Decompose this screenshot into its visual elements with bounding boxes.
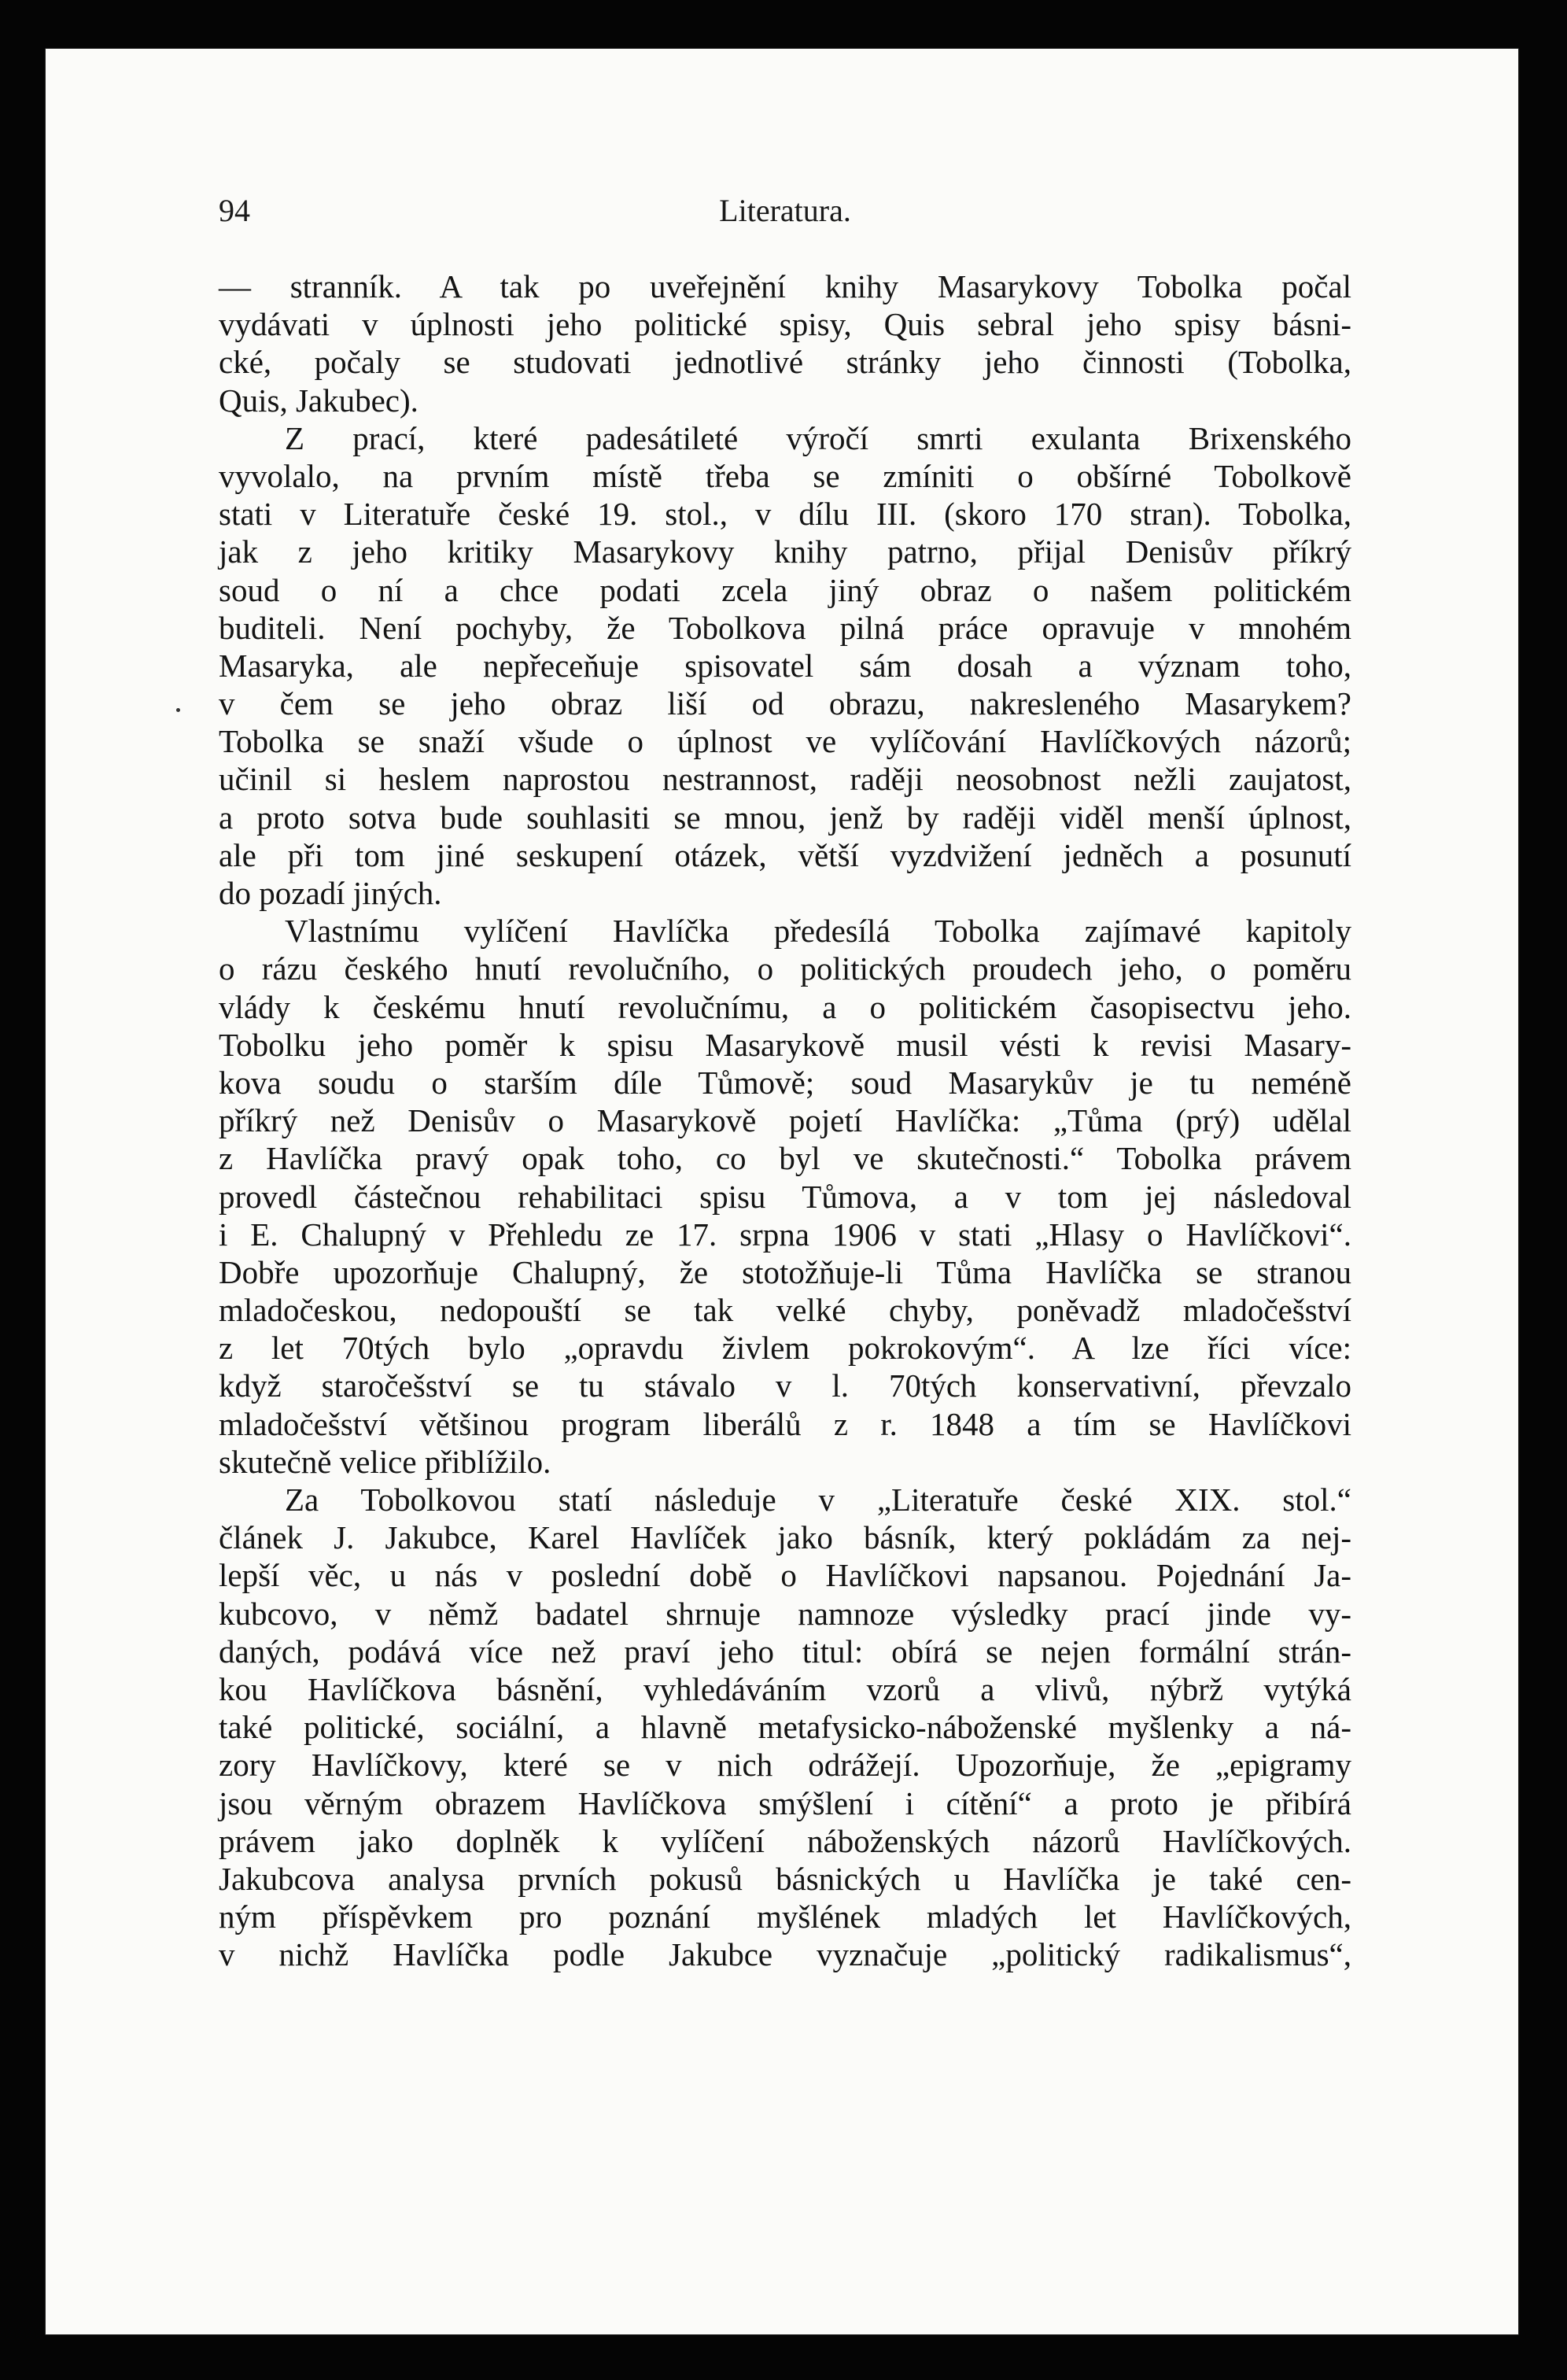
text-line: také politické, sociální, a hlavně metafysicko-náboženské myšlenky a ná-	[219, 1709, 1351, 1746]
text-line: mladočeskou, nedopouští se tak velké chyby, poněvadž mladočešství	[219, 1292, 1351, 1329]
text-line: vydávati v úplnosti jeho politické spisy, Quis sebral jeho spisy básni-	[219, 306, 1351, 343]
text-line: Jakubcova analysa prvních pokusů básnických u Havlíčka je také cen-	[219, 1860, 1351, 1897]
text-line: v čem se jeho obraz liší od obrazu, nakresleného Masarykem?	[219, 685, 1351, 722]
text-line: skutečně velice přiblížilo.	[219, 1443, 551, 1480]
text-line: i E. Chalupný v Přehledu ze 17. srpna 1906 v stati „Hlasy o Havlíčkovi“.	[219, 1216, 1351, 1253]
text-line: o rázu českého hnutí revolučního, o politických proudech jeho, o poměru	[219, 950, 1351, 987]
text-line: Vlastnímu vylíčení Havlíčka předesílá Tobolka zajímavé kapitoly	[285, 913, 1351, 950]
text-line: provedl částečnou rehabilitaci spisu Tůmova, a v tom jej následoval	[219, 1178, 1351, 1215]
text-line: soud o ní a chce podati zcela jiný obraz o našem politickém	[219, 571, 1351, 608]
text-line: v nichž Havlíčka podle Jakubce vyznačuje „politický radikalismus“,	[219, 1936, 1351, 1973]
text-line: do pozadí jiných.	[219, 875, 442, 911]
text-line: lepší věc, u nás v poslední době o Havlíčkovi napsanou. Pojednání Ja-	[219, 1557, 1351, 1594]
text-line: cké, počaly se studovati jednotlivé stránky jeho činnosti (Tobolka,	[219, 344, 1351, 381]
text-line: kubcovo, v němž badatel shrnuje namnoze výsledky prací jinde vy-	[219, 1595, 1351, 1632]
margin-mark	[176, 708, 180, 712]
text-line: buditeli. Není pochyby, že Tobolkova pilná práce opravuje v mnohém	[219, 609, 1351, 646]
text-line: Dobře upozorňuje Chalupný, že stotožňuje-li Tůma Havlíčka se stranou	[219, 1253, 1351, 1290]
text-line: daných, podává více než praví jeho titul: obírá se nejen formální strán-	[219, 1633, 1351, 1670]
page-number: 94	[219, 193, 250, 228]
text-line: stati v Literatuře české 19. stol., v dílu III. (skoro 170 stran). Tobolka,	[219, 496, 1351, 533]
text-line: právem jako doplněk k vylíčení náboženských názorů Havlíčkových.	[219, 1822, 1351, 1859]
text-line: z Havlíčka pravý opak toho, co byl ve skutečnosti.“ Tobolka právem	[219, 1140, 1351, 1177]
text-line: vlády k českému hnutí revolučnímu, a o politickém časopisectvu jeho.	[219, 988, 1351, 1025]
running-head: Literatura.	[719, 193, 851, 228]
text-line: ným příspěvkem pro poznání myšlének mladých let Havlíčkových,	[219, 1898, 1351, 1935]
text-line: jsou věrným obrazem Havlíčkova smýšlení i cítění“ a proto je přibírá	[219, 1784, 1351, 1821]
text-line: Za Tobolkovou statí následuje v „Literatuře české XIX. stol.“	[285, 1482, 1351, 1518]
text-line: článek J. Jakubce, Karel Havlíček jako básník, který pokládám za nej-	[219, 1519, 1351, 1556]
text-line: kova soudu o starším díle Tůmově; soud Masarykův je tu neméně	[219, 1064, 1351, 1101]
text-line: a proto sotva bude souhlasiti se mnou, jenž by raději viděl menší úplnost,	[219, 799, 1351, 836]
text-line: kou Havlíčkova básnění, vyhledáváním vzorů a vlivů, nýbrž vytýká	[219, 1670, 1351, 1707]
text-line: zory Havlíčkovy, které se v nich odrážejí. Upozorňuje, že „epigramy	[219, 1747, 1351, 1784]
body-text	[219, 268, 1351, 1973]
text-line: příkrý než Denisův o Masarykově pojetí Havlíčka: „Tůma (prý) udělal	[219, 1102, 1351, 1139]
text-line: ale při tom jiné seskupení otázek, větší vyzdvižení jedněch a posunutí	[219, 836, 1351, 873]
text-line: učinil si heslem naprostou nestrannost, raději neosobnost nežli zaujatost,	[219, 761, 1351, 798]
page-header	[219, 192, 1351, 247]
text-line: Tobolka se snaží všude o úplnost ve vylíčování Havlíčkových názorů;	[219, 723, 1351, 760]
text-line: Masaryka, ale nepřeceňuje spisovatel sám dosah a význam toho,	[219, 647, 1351, 684]
text-line: mladočešství většinou program liberálů z r. 1848 a tím se Havlíčkovi	[219, 1405, 1351, 1442]
text-line: Quis, Jakubec).	[219, 382, 418, 419]
text-line: jak z jeho kritiky Masarykovy knihy patrno, přijal Denisův příkrý	[219, 533, 1351, 570]
text-line: — stranník. A tak po uveřejnění knihy Masarykovy Tobolka počal	[219, 268, 1351, 304]
text-line: z let 70tých bylo „opravdu živlem pokrokovým“. A lze říci více:	[219, 1330, 1351, 1367]
text-line: když staročešství se tu stávalo v l. 70tých konservativní, převzalo	[219, 1367, 1351, 1404]
text-line: Z prací, které padesátileté výročí smrti exulanta Brixenského	[285, 419, 1351, 456]
text-line: Tobolku jeho poměr k spisu Masarykově musil vésti k revisi Masary-	[219, 1026, 1351, 1063]
text-line: vyvolalo, na prvním místě třeba se zmíniti o obšírné Tobolkově	[219, 457, 1351, 494]
